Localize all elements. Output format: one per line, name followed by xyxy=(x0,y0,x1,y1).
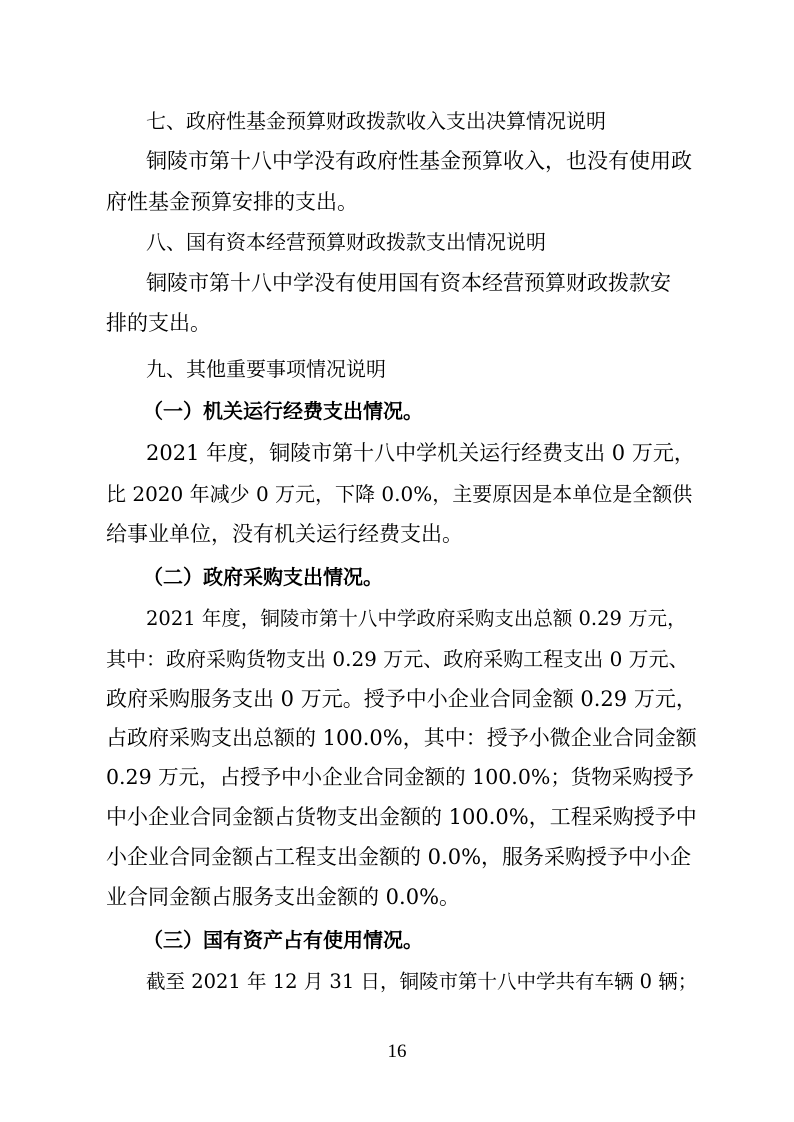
paragraph-line: 铜陵市第十八中学没有使用国有资本经营预算财政拨款安 xyxy=(146,271,671,295)
paragraph-line: 府性基金预算安排的支出。 xyxy=(106,190,358,214)
paragraph-line: 铜陵市第十八中学没有政府性基金预算收入，也没有使用政 xyxy=(146,149,692,173)
paragraph-line: 给事业单位，没有机关运行经费支出。 xyxy=(106,522,463,546)
paragraph-line: 业合同金额占服务支出金额的 0.0%。 xyxy=(106,885,461,909)
section-heading-8: 八、国有资本经营预算财政拨款支出情况说明 xyxy=(146,230,546,254)
paragraph-line: 其中：政府采购货物支出 0.29 万元、政府采购工程支出 0 万元、 xyxy=(106,647,689,671)
subsection-heading-1: （一）机关运行经费支出情况。 xyxy=(143,399,423,423)
paragraph-line: 中小企业合同金额占货物支出金额的 100.0%，工程采购授予中 xyxy=(106,805,697,829)
subsection-heading-2: （二）政府采购支出情况。 xyxy=(143,565,383,589)
paragraph-line: 0.29 万元，占授予中小企业合同金额的 100.0%；货物采购授予 xyxy=(106,765,694,789)
paragraph-line: 2021 年度，铜陵市第十八中学机关运行经费支出 0 万元， xyxy=(146,441,695,465)
paragraph-line: 占政府采购支出总额的 100.0%，其中：授予小微企业合同金额 xyxy=(106,726,697,750)
paragraph-line: 截至 2021 年 12 月 31 日，铜陵市第十八中学共有车辆 0 辆； xyxy=(146,970,698,993)
paragraph-line: 政府采购服务支出 0 万元。授予中小企业合同金额 0.29 万元， xyxy=(106,687,697,711)
section-heading-7: 七、政府性基金预算财政拨款收入支出决算情况说明 xyxy=(146,109,606,133)
paragraph-line: 2021 年度，铜陵市第十八中学政府采购支出总额 0.29 万元， xyxy=(146,607,687,630)
section-heading-9: 九、其他重要事项情况说明 xyxy=(146,357,386,381)
subsection-heading-3: （三）国有资产占有使用情况。 xyxy=(143,928,423,952)
paragraph-line: 排的支出。 xyxy=(106,311,211,335)
paragraph-line: 比 2020 年减少 0 万元，下降 0.0%，主要原因是本单位是全额供 xyxy=(106,482,693,506)
paragraph-line: 小企业合同金额占工程支出金额的 0.0%，服务采购授予中小企 xyxy=(106,845,692,869)
page-number: 16 xyxy=(387,1041,407,1062)
